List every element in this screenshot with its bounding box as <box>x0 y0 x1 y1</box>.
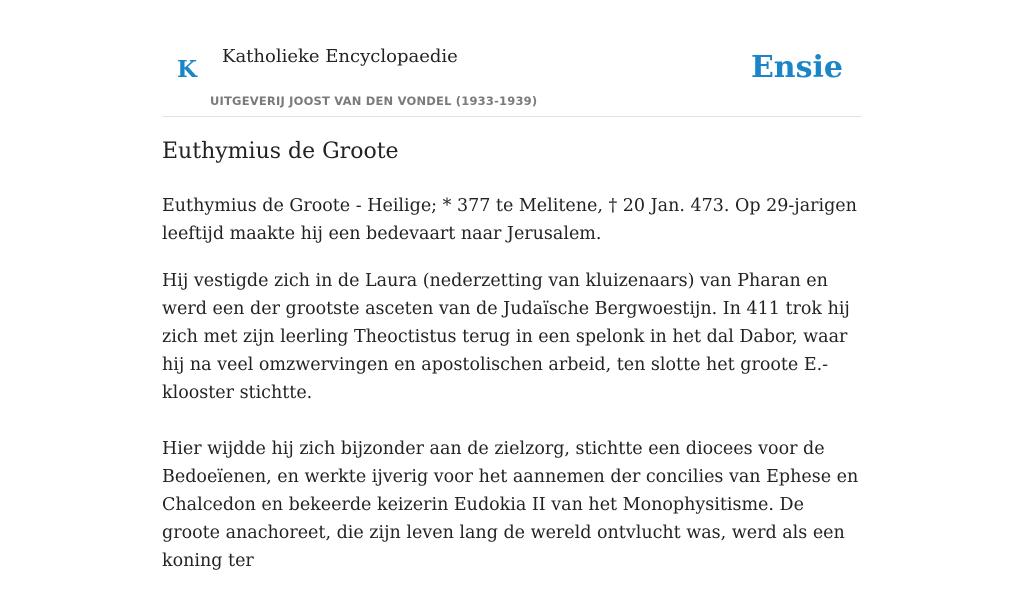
publisher-subtitle: UITGEVERIJ JOOST VAN DEN VONDEL (1933-1939) <box>210 94 538 108</box>
ensie-brand-link[interactable]: Ensie <box>750 50 843 85</box>
article-paragraph: Hier wijdde hij zich bijzonder aan de zielzorg, stichtte een diocees voor de Bedoeïenen, en werkte ijverig voor het aannemen der concilies van Ephese en Chalcedon en bekeerde keizerin Eudokia II van het Monophysitisme. De groote anachoreet, die zijn leven lang de wereld ontvlucht was, werd als een koning ter <box>162 439 859 571</box>
publication-title[interactable]: Katholieke Encyclopaedie <box>222 46 458 67</box>
article-title: Euthymius de Groote <box>162 139 399 164</box>
page <box>162 0 862 571</box>
site-header <box>162 0 862 117</box>
article-paragraph: Hij vestigde zich in de Laura (nederzetting van kluizenaars) van Pharan en werd een der grootste asceten van de Judaïsche Bergwoestijn. In 411 trok hij zich met zijn leerling Theoctistus terug in een spelonk in het dal Dabor, waar hij na veel omzwervingen en apostolischen arbeid, ten slotte het groote E.-klooster stichtte. <box>162 271 850 403</box>
article-body <box>162 192 862 594</box>
article-paragraph: Euthymius de Groote - Heilige; * 377 te Melitene, † 20 Jan. 473. Op 29-jarigen leeftijd maakte hij een bedevaart naar Jerusalem. <box>162 196 857 244</box>
encyclopedia-logo[interactable]: K <box>177 56 197 83</box>
